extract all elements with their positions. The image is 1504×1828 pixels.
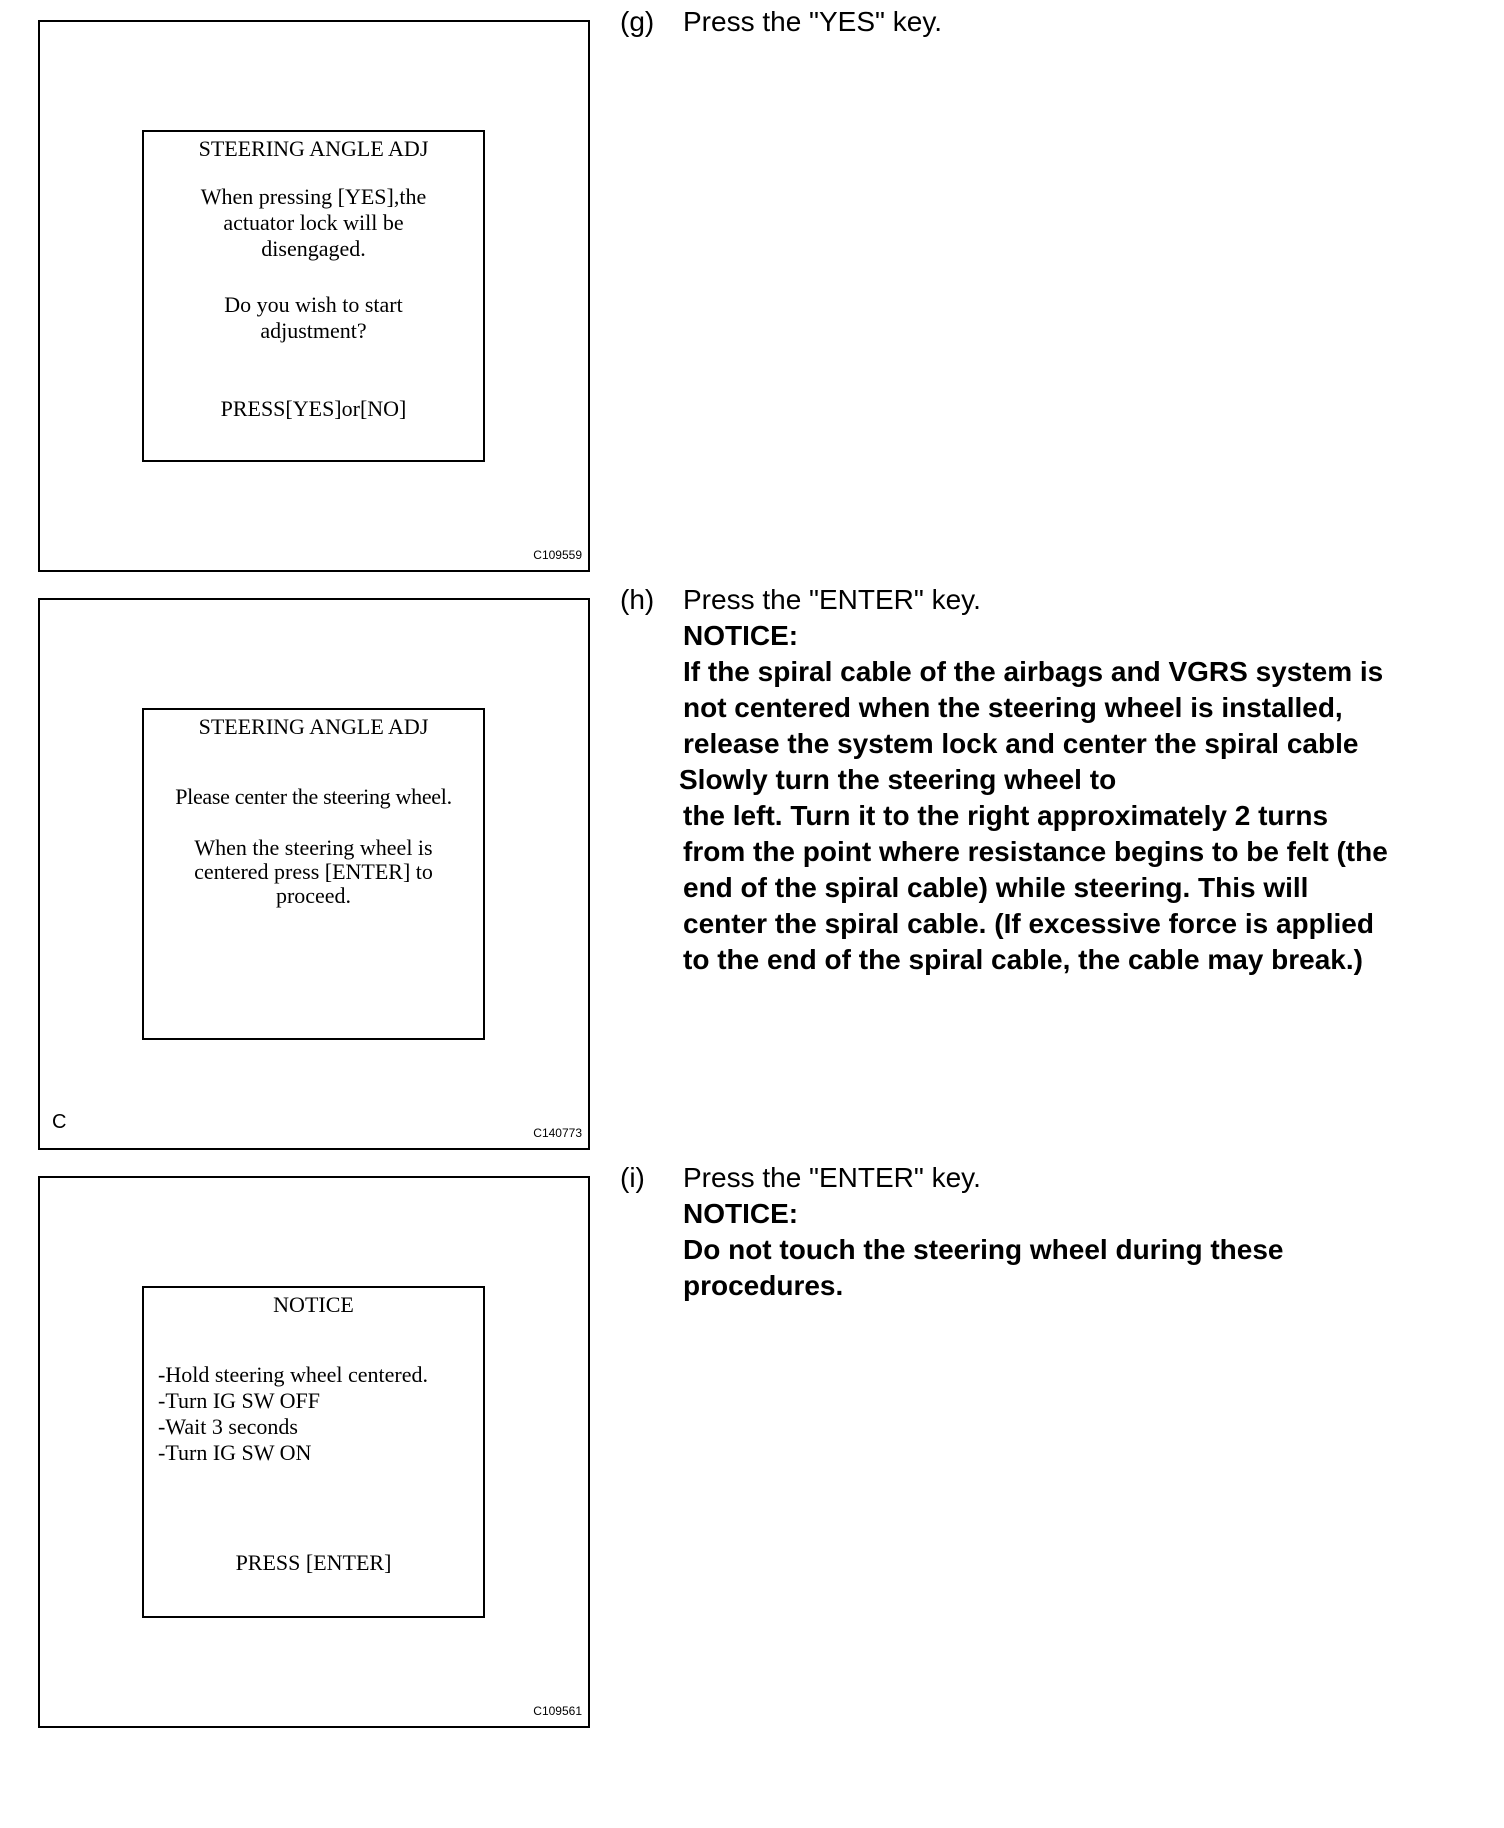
notice-line: procedures. [683, 1270, 844, 1301]
notice-text [683, 1232, 1483, 1304]
step-label: (g) [620, 6, 655, 37]
figure-yes-prompt [38, 20, 590, 572]
notice-line: Do not touch the steering wheel during these [683, 1234, 1284, 1265]
screen-checklist: -Hold steering wheel centered. -Turn IG SW OFF -Wait 3 seconds -Turn IG SW ON [158, 1362, 428, 1465]
figure-code: C140773 [533, 1126, 582, 1140]
step-body [683, 1160, 1483, 1304]
step-instruction: Press the "ENTER" key. [683, 584, 981, 615]
screen-prompt: PRESS [ENTER] [235, 1550, 392, 1575]
figure-letter: C [52, 1111, 67, 1133]
figure-center-wheel [38, 598, 590, 1150]
screen-title: STEERING ANGLE ADJ [198, 714, 429, 739]
screen-message: Please center the steering wheel. [175, 784, 452, 809]
tester-screen [142, 1286, 485, 1618]
notice-text [679, 654, 1483, 978]
notice-heading: NOTICE: [683, 1198, 799, 1229]
screen-prompt: PRESS[YES]or[NO] [220, 396, 407, 421]
tester-screen [142, 130, 485, 462]
step-label: (i) [620, 1162, 645, 1193]
step-label: (h) [620, 584, 655, 615]
screen-title: NOTICE [273, 1292, 354, 1317]
tester-screen [142, 708, 485, 1040]
screen-title: STEERING ANGLE ADJ [198, 136, 429, 161]
screen-instruction: When the steering wheel is centered press [ENTER] to proceed. [194, 835, 433, 908]
notice-line: to the end of the spiral cable, the cable may break.) [683, 944, 1363, 975]
screen-question: Do you wish to start adjustment? [224, 292, 403, 343]
notice-line: the left. Turn it to the right approximately 2 turns [683, 800, 1329, 831]
figure-code: C109559 [533, 548, 582, 562]
notice-line: center the spiral cable. (If excessive force is applied [683, 908, 1374, 939]
notice-line: If the spiral cable of the airbags and VGRS system is [683, 656, 1384, 687]
step-body [679, 582, 1483, 978]
step-instruction: Press the "YES" key. [683, 6, 943, 37]
notice-line: release the system lock and center the spiral cable [683, 728, 1359, 759]
notice-line: Slowly turn the steering wheel to [679, 764, 1117, 795]
step-body [683, 4, 1483, 40]
notice-line: not centered when the steering wheel is installed, [683, 692, 1343, 723]
figure-notice [38, 1176, 590, 1728]
notice-heading: NOTICE: [683, 620, 799, 651]
step-instruction: Press the "ENTER" key. [683, 1162, 981, 1193]
figure-code: C109561 [533, 1704, 582, 1718]
notice-line: from the point where resistance begins to be felt (the [683, 836, 1388, 867]
screen-message: When pressing [YES],the actuator lock will be disengaged. [200, 184, 427, 261]
notice-line: end of the spiral cable) while steering. This will [683, 872, 1309, 903]
